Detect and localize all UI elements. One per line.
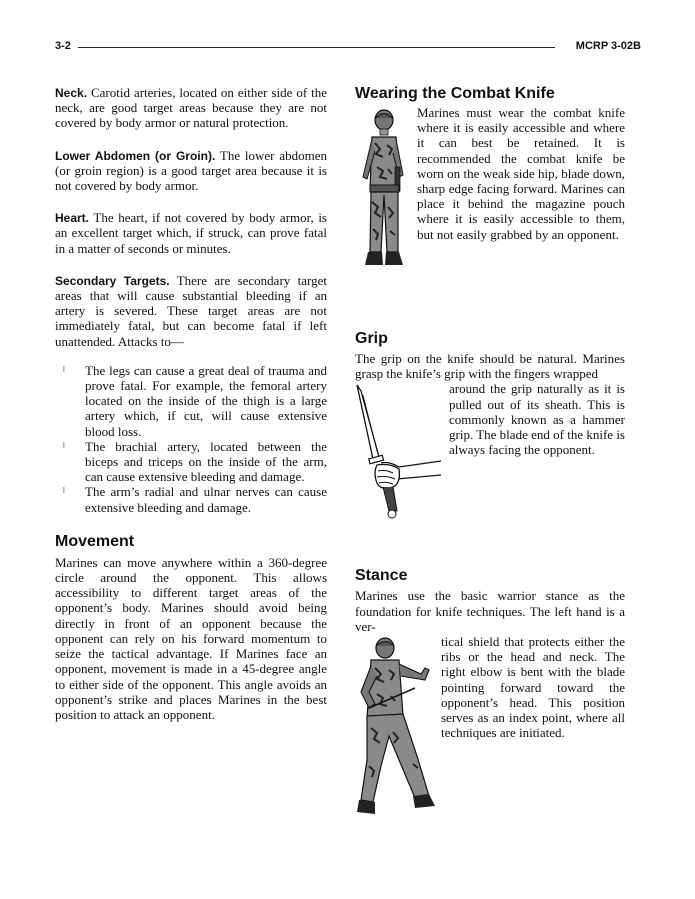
page-number: 3-2 bbox=[55, 40, 71, 52]
grip-heading: Grip bbox=[355, 330, 388, 347]
grip-section bbox=[355, 330, 625, 527]
secondary-targets-lead: Secondary Targets. bbox=[55, 273, 170, 288]
bullet-mark: l bbox=[63, 364, 65, 374]
attack-target-list bbox=[55, 363, 327, 515]
right-column bbox=[355, 85, 625, 825]
wearing-heading: Wearing the Combat Knife bbox=[355, 85, 555, 102]
grip-wrap-text: around the grip naturally as it is pulled out of its sheath. This is commonly known as a hammer grip. The blade end of the knife is always facing the opponent. bbox=[449, 381, 625, 458]
publication-id: MCRP 3-02B bbox=[575, 40, 641, 52]
neck-lead: Neck. bbox=[55, 86, 88, 100]
bullet-mark: l bbox=[63, 486, 65, 496]
heart-paragraph bbox=[55, 210, 327, 256]
lower-abdomen-lead: Lower Abdomen (or Groin). bbox=[55, 148, 216, 163]
stance-wrap-text: tical shield that protects either the ribs or the head and neck. The right elbow is bent with the blade pointing forward toward the opponent’s head. This position serves as an index point, where all techniques are initiated. bbox=[441, 634, 625, 741]
lower-abdomen-paragraph bbox=[55, 148, 327, 194]
warrior-stance-illustration bbox=[355, 636, 437, 821]
list-item-text: The legs can cause a great deal of trauma and prove fatal. For example, the femoral artery located on the inside of the thigh is a large artery which, if cut, will cause extensive blood loss. bbox=[85, 362, 327, 439]
list-item bbox=[63, 438, 327, 485]
secondary-targets-paragraph bbox=[55, 273, 327, 349]
movement-heading: Movement bbox=[55, 532, 135, 550]
header-rule bbox=[78, 47, 555, 48]
list-item-text: The arm’s radial and ulnar nerves can cause extensive bleeding and damage. bbox=[85, 484, 327, 515]
wearing-section bbox=[355, 85, 625, 286]
stance-intro-text: Marines use the basic warrior stance as the foundation for knife techniques. The left hand is a ver- bbox=[355, 588, 625, 634]
heart-lead: Heart. bbox=[55, 211, 90, 226]
list-item bbox=[63, 484, 327, 515]
hammer-grip-illustration bbox=[355, 383, 443, 523]
movement-paragraph: Marines can move anywhere within a 360-degree circle around the opponent. This allows accessibility to different target areas of the opponent’s body. Marines should avoid being directly in front of an opponent because the opponent can rely on his forward momentum to seize the tactical advantage. If Marines face an opponent, movement is made in a 45-degree angle to either side of the opponent. This angle avoids an opponent’s strike and places Marines in the best position to attack an opponent. bbox=[55, 554, 327, 722]
left-column bbox=[55, 85, 327, 739]
stance-section bbox=[355, 567, 625, 825]
grip-intro-text: The grip on the knife should be natural. Marines grasp the knife’s grip with the fingers wrapped bbox=[355, 351, 625, 382]
soldier-wearing-knife-illustration bbox=[357, 107, 409, 282]
list-item-text: The brachial artery, located between the biceps and triceps on the inside of the arm, can cause extensive bleeding and damage. bbox=[85, 438, 327, 485]
bullet-mark: l bbox=[63, 440, 65, 450]
secondary-targets-text: There are secondary target areas that will cause substantial bleeding if an artery is severed. These target areas are not immediately fatal, but can become fatal if left unattended. Attacks to— bbox=[55, 272, 327, 349]
list-item bbox=[63, 362, 327, 439]
neck-paragraph bbox=[55, 85, 327, 131]
neck-text: Carotid arteries, located on either side of the neck, are good target areas because they are not covered by body armor or natural protection. bbox=[55, 85, 327, 131]
wearing-paragraph: Marines must wear the combat knife where it is easily accessible and where it can best be retained. It is recommended the combat knife be worn on the weak side hip, blade down, sharp edge facing forward. Marines can place it behind the magazine pouch where it is easily accessible to them, but not easily grabbed by an opponent. bbox=[417, 105, 625, 242]
lower-abdomen-text: The lower abdomen (or groin region) is a good target area because it is not covered by body armor. bbox=[55, 147, 327, 194]
stance-heading: Stance bbox=[355, 567, 408, 585]
heart-text: The heart, if not covered by body armor, is an excellent target which, if struck, can prove fatal in a matter of seconds or minutes. bbox=[55, 210, 327, 256]
